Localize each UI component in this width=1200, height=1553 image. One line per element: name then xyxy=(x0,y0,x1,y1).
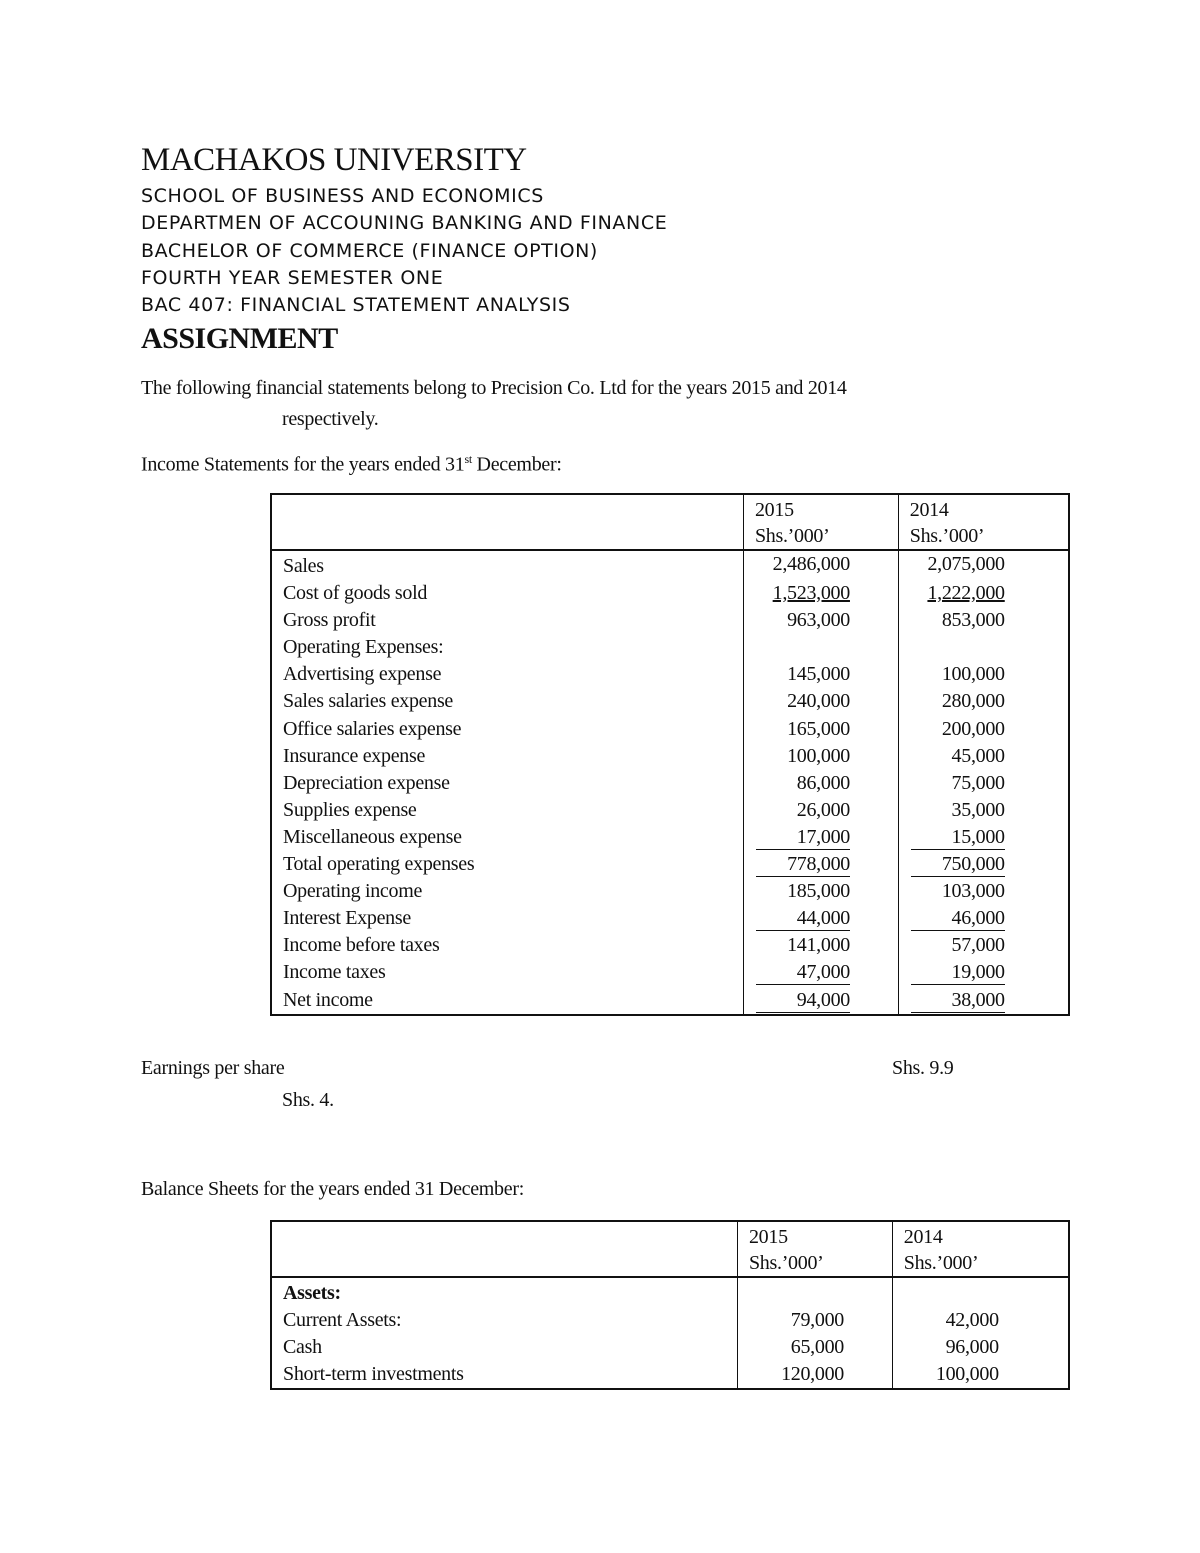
value-2014 xyxy=(898,905,1069,932)
amount: 44,000 xyxy=(756,906,850,931)
row-label: Total operating expenses xyxy=(271,851,743,878)
balance-caption: Balance Sheets for the years ended 31 December: xyxy=(141,1178,524,1200)
value-2015 xyxy=(743,987,898,1015)
row-label: Cost of goods sold xyxy=(271,580,743,607)
value-2014 xyxy=(898,824,1069,851)
amount: 46,000 xyxy=(911,906,1005,931)
unit-label: Shs.’000’ xyxy=(903,1252,979,1274)
value-2014 xyxy=(892,1334,1069,1361)
value-2014 xyxy=(898,661,1069,688)
year-semester: FOURTH YEAR SEMESTER ONE xyxy=(141,267,444,289)
amount: 57,000 xyxy=(951,934,1005,957)
department-name: DEPARTMEN OF ACCOUNING BANKING AND FINANCE xyxy=(141,212,668,234)
value-2014 xyxy=(898,959,1069,986)
amount: 1,523,000 xyxy=(772,582,850,605)
value-2015 xyxy=(743,743,898,770)
amount: 47,000 xyxy=(756,960,850,985)
amount: 145,000 xyxy=(787,663,850,686)
course-title: BAC 407: FINANCIAL STATEMENT ANALYSIS xyxy=(141,294,571,316)
table-row xyxy=(271,550,1069,580)
value-2015 xyxy=(743,797,898,824)
year-label: 2015 xyxy=(748,1226,788,1248)
value-2014 xyxy=(892,1307,1069,1334)
value-2015 xyxy=(737,1361,892,1389)
value-2014 xyxy=(898,878,1069,905)
value-2015 xyxy=(743,607,898,634)
table-row xyxy=(271,688,1069,715)
year-label: 2015 xyxy=(754,499,794,521)
amount: 963,000 xyxy=(787,609,850,632)
header-2014 xyxy=(898,494,1069,550)
header-2015 xyxy=(743,494,898,550)
value-2015 xyxy=(743,716,898,743)
row-label: Supplies expense xyxy=(271,797,743,824)
amount: 35,000 xyxy=(951,798,1005,821)
value-2015 xyxy=(743,770,898,797)
amount: 65,000 xyxy=(790,1336,844,1359)
amount: 165,000 xyxy=(787,717,850,740)
value-2014 xyxy=(898,932,1069,959)
year-label: 2014 xyxy=(909,499,949,521)
value-2015 xyxy=(743,851,898,878)
value-2014 xyxy=(898,688,1069,715)
amount: 103,000 xyxy=(941,880,1005,903)
row-label: Short-term investments xyxy=(271,1361,737,1389)
table-header-row xyxy=(271,494,1069,550)
school-name: SCHOOL OF BUSINESS AND ECONOMICS xyxy=(141,185,544,207)
amount: 2,486,000 xyxy=(772,553,850,575)
unit-label: Shs.’000’ xyxy=(748,1252,824,1274)
table-row xyxy=(271,1361,1069,1389)
table-header-row xyxy=(271,1221,1069,1277)
amount: 94,000 xyxy=(756,988,850,1013)
amount: 79,000 xyxy=(790,1309,844,1332)
row-label: Assets: xyxy=(271,1277,737,1307)
row-label: Sales xyxy=(271,550,743,580)
value-2015 xyxy=(743,661,898,688)
value-2015 xyxy=(737,1334,892,1361)
amount: 86,000 xyxy=(796,771,850,794)
income-caption-text: Income Statements for the years ended 31 xyxy=(141,453,465,476)
value-2015 xyxy=(743,959,898,986)
amount: 75,000 xyxy=(951,771,1005,794)
unit-label: Shs.’000’ xyxy=(909,525,985,547)
amount: 853,000 xyxy=(941,609,1005,632)
income-statement-table xyxy=(270,493,1070,1016)
row-label: Income taxes xyxy=(271,959,743,986)
row-label: Miscellaneous expense xyxy=(271,824,743,851)
row-label: Gross profit xyxy=(271,607,743,634)
row-label: Advertising expense xyxy=(271,661,743,688)
year-label: 2014 xyxy=(903,1226,943,1248)
intro-line-1: The following financial statements belong to Precision Co. Ltd for the years 2015 and 2014 xyxy=(141,377,847,399)
amount: 2,075,000 xyxy=(927,553,1005,575)
amount: 778,000 xyxy=(756,852,850,877)
value-2014 xyxy=(898,634,1069,661)
row-label: Income before taxes xyxy=(271,932,743,959)
table-row xyxy=(271,634,1069,661)
table-row xyxy=(271,580,1069,607)
amount: 240,000 xyxy=(787,690,850,713)
balance-sheet-table xyxy=(270,1220,1070,1390)
table-row xyxy=(271,878,1069,905)
row-label: Sales salaries expense xyxy=(271,688,743,715)
value-2014 xyxy=(898,550,1069,580)
amount: 1,222,000 xyxy=(927,582,1005,605)
value-2014 xyxy=(898,743,1069,770)
header-2014 xyxy=(892,1221,1069,1277)
header-2015 xyxy=(737,1221,892,1277)
amount: 200,000 xyxy=(941,717,1005,740)
table-row xyxy=(271,851,1069,878)
eps-2014: Shs. 4. xyxy=(282,1089,334,1111)
intro-line-2: respectively. xyxy=(282,408,379,430)
value-2014 xyxy=(898,770,1069,797)
income-caption-end: December: xyxy=(471,453,562,476)
unit-label: Shs.’000’ xyxy=(754,525,830,547)
amount: 17,000 xyxy=(756,825,850,850)
table-row xyxy=(271,797,1069,824)
row-label: Current Assets: xyxy=(271,1307,737,1334)
row-label: Net income xyxy=(271,987,743,1015)
row-label: Cash xyxy=(271,1334,737,1361)
row-label: Operating Expenses: xyxy=(271,634,743,661)
table-row xyxy=(271,1307,1069,1334)
row-label: Depreciation expense xyxy=(271,770,743,797)
program-name: BACHELOR OF COMMERCE (FINANCE OPTION) xyxy=(141,240,598,262)
value-2015 xyxy=(743,580,898,607)
table-row xyxy=(271,905,1069,932)
table-row xyxy=(271,824,1069,851)
table-row xyxy=(271,607,1069,634)
value-2014 xyxy=(898,851,1069,878)
value-2014 xyxy=(898,607,1069,634)
amount: 280,000 xyxy=(941,690,1005,713)
amount: 15,000 xyxy=(911,825,1005,850)
amount: 141,000 xyxy=(787,934,850,957)
row-label: Office salaries expense xyxy=(271,716,743,743)
value-2015 xyxy=(743,905,898,932)
amount: 750,000 xyxy=(911,852,1005,877)
value-2014 xyxy=(898,987,1069,1015)
value-2015 xyxy=(743,550,898,580)
table-row xyxy=(271,661,1069,688)
value-2014 xyxy=(892,1277,1069,1307)
row-label: Insurance expense xyxy=(271,743,743,770)
value-2014 xyxy=(892,1361,1069,1389)
amount: 100,000 xyxy=(941,663,1005,686)
income-caption-sup: st xyxy=(464,452,472,466)
value-2015 xyxy=(737,1277,892,1307)
value-2015 xyxy=(743,932,898,959)
amount: 42,000 xyxy=(945,1309,999,1332)
value-2015 xyxy=(743,688,898,715)
row-label: Operating income xyxy=(271,878,743,905)
table-row xyxy=(271,1334,1069,1361)
header-blank xyxy=(271,494,743,550)
university-title: MACHAKOS UNIVERSITY xyxy=(141,142,527,178)
row-label: Interest Expense xyxy=(271,905,743,932)
table-row xyxy=(271,987,1069,1015)
value-2015 xyxy=(743,824,898,851)
value-2015 xyxy=(737,1307,892,1334)
value-2015 xyxy=(743,634,898,661)
value-2014 xyxy=(898,580,1069,607)
amount: 45,000 xyxy=(951,744,1005,767)
table-row xyxy=(271,770,1069,797)
amount: 26,000 xyxy=(796,798,850,821)
amount: 38,000 xyxy=(911,988,1005,1013)
table-row xyxy=(271,716,1069,743)
table-row xyxy=(271,743,1069,770)
table-row xyxy=(271,1277,1069,1307)
amount: 96,000 xyxy=(945,1336,999,1359)
amount: 100,000 xyxy=(935,1363,999,1386)
table-row xyxy=(271,932,1069,959)
income-caption xyxy=(141,452,562,477)
assignment-heading: ASSIGNMENT xyxy=(141,322,338,355)
eps-2015: Shs. 9.9 xyxy=(892,1057,954,1079)
amount: 185,000 xyxy=(787,880,850,903)
value-2014 xyxy=(898,797,1069,824)
value-2014 xyxy=(898,716,1069,743)
amount: 120,000 xyxy=(781,1363,844,1386)
value-2015 xyxy=(743,878,898,905)
header-blank xyxy=(271,1221,737,1277)
amount: 19,000 xyxy=(911,960,1005,985)
eps-label: Earnings per share xyxy=(141,1057,285,1079)
table-row xyxy=(271,959,1069,986)
amount: 100,000 xyxy=(787,744,850,767)
